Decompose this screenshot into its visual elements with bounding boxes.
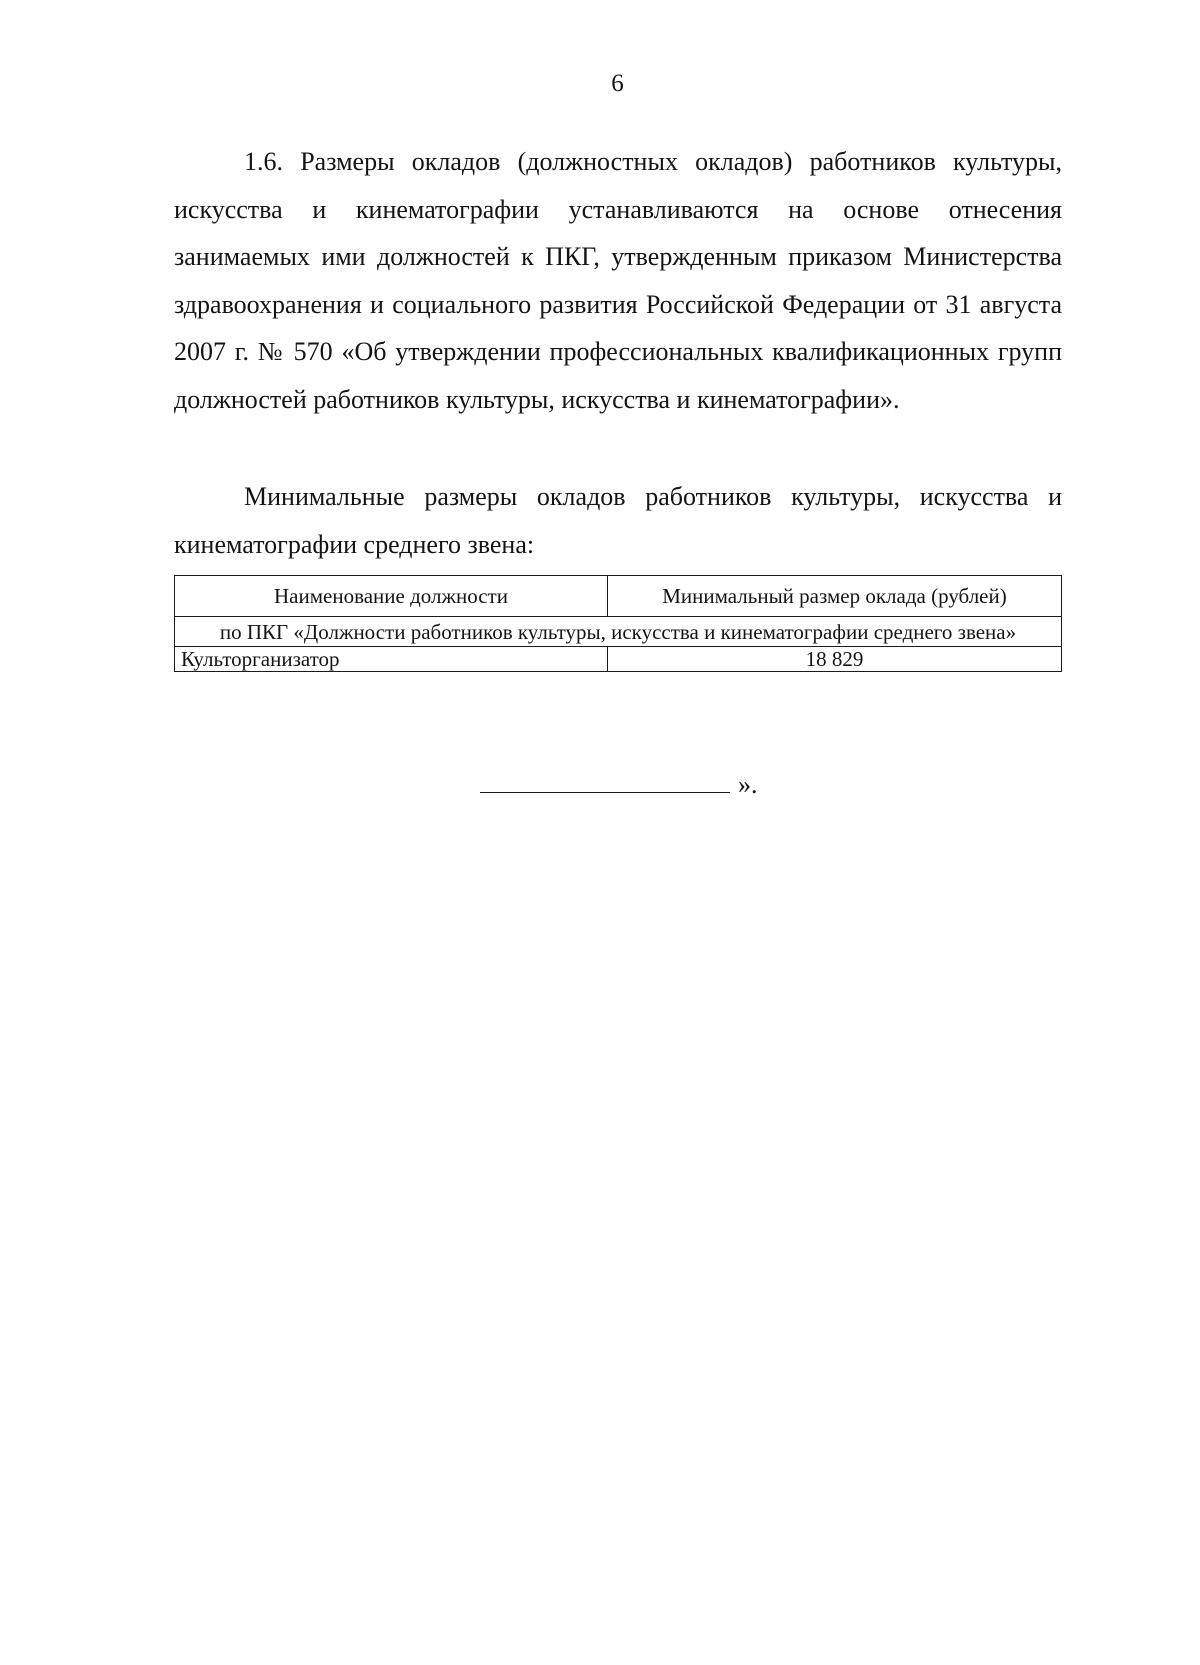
paragraph-1-6: 1.6. Размеры окладов (должностных окладов) работников культуры, искусства и кинематографии устанавливаются на основе отнесения занимаемых ими должностей к ПКГ, утвержденным приказом Министерства здравоохранения и социального развития Российской Федерации от 31 августа 2007 г. № 570 «Об утверждении профессиональных квалификационных групп должностей работников культуры, искусства и кинематографии». <box>174 147 1062 414</box>
table-header-row <box>175 576 1062 617</box>
header-salary: Минимальный размер оклада (рублей) <box>608 576 1062 617</box>
cell-salary: 18 829 <box>608 647 1062 672</box>
table-group-row <box>175 617 1062 647</box>
cell-position: Культорганизатор <box>175 647 608 672</box>
table-row <box>175 647 1062 672</box>
header-position: Наименование должности <box>175 576 608 617</box>
group-label: по ПКГ «Должности работников культуры, искусства и кинематографии среднего звена» <box>175 617 1062 647</box>
closing-quote: ». <box>738 770 758 799</box>
page-number: 6 <box>611 70 624 97</box>
salary-table <box>174 575 1062 672</box>
paragraph-minimum-salaries: Минимальные размеры окладов работников культуры, искусства и кинематографии среднего звена: <box>174 482 1062 559</box>
closing-underline <box>480 768 730 793</box>
closing-mark <box>480 768 758 800</box>
